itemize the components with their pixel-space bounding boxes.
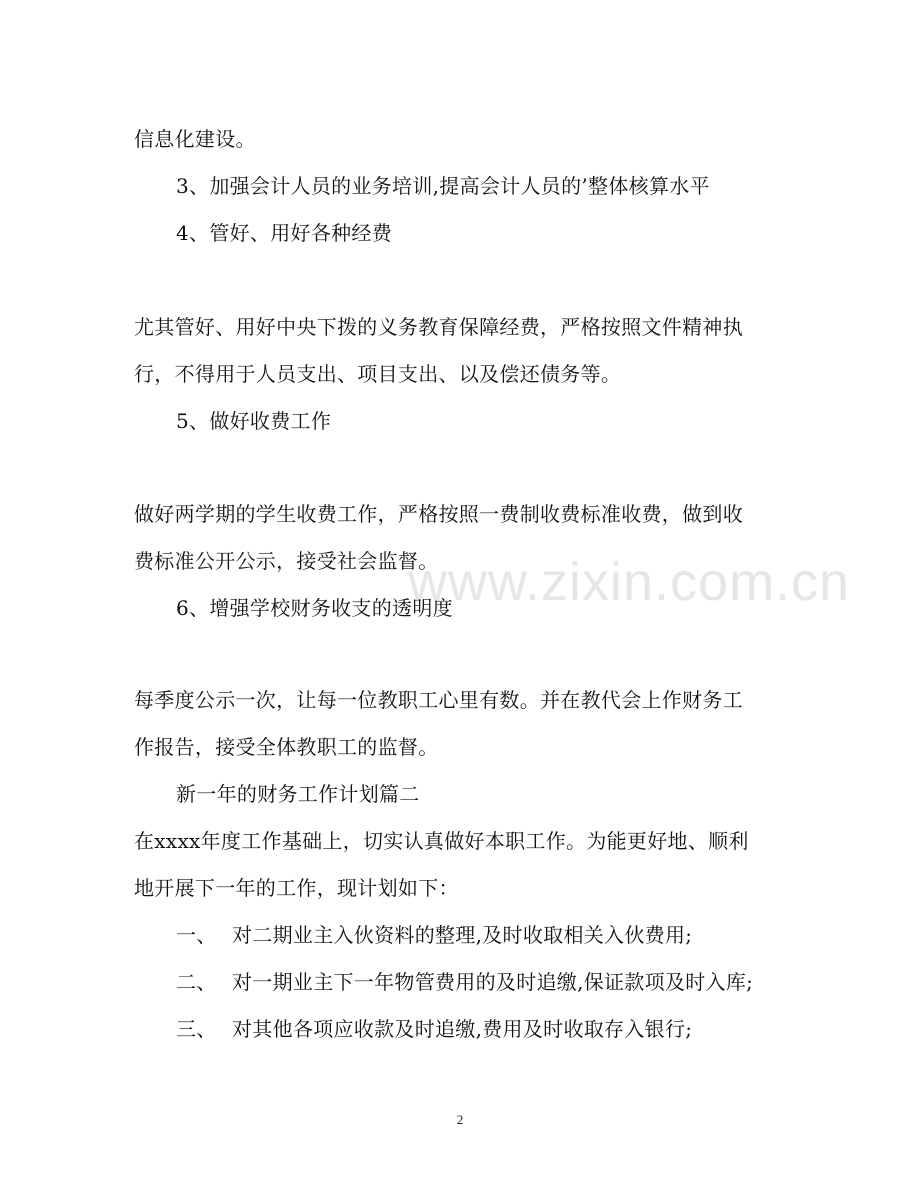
section-heading: 3、加强会计人员的业务培训,提高会计人员的’整体核算水平 [176,174,710,198]
list-item-number: 一、 [176,923,217,947]
watermark: www.zixin.com.cn [408,552,851,612]
paragraph-line: 每季度公示一次，让每一位教职工心里有数。并在教代会上作财务工 [134,688,743,712]
page-number: 2 [456,1112,464,1127]
paragraph-line: 行，不得用于人员支出、项目支出、以及偿还债务等。 [134,362,622,386]
list-item-text: 对二期业主入伙资料的整理,及时收取相关入伙费用; [232,923,693,947]
list-item-number: 三、 [176,1017,217,1041]
paragraph-line: 费标准公开公示，接受社会监督。 [134,549,439,573]
list-item-number: 二、 [176,970,217,994]
section-heading: 5、做好收费工作 [176,409,332,433]
list-item [176,1017,692,1041]
section-heading: 4、管好、用好各种经费 [176,221,393,245]
paragraph-line: 在xxxx年度工作基础上，切实认真做好本职工作。为能更好地、顺利 [134,829,749,853]
list-item-text: 对其他各项应收款及时追缴,费用及时收取存入银行; [232,1017,693,1041]
section-heading: 6、增强学校财务收支的透明度 [176,596,453,620]
list-item [176,923,692,947]
paragraph-line: 作报告，接受全体教职工的监督。 [134,735,439,759]
list-item-text: 对一期业主下一年物管费用的及时追缴,保证款项及时入库; [232,970,754,994]
paragraph-line: 尤其管好、用好中央下拨的义务教育保障经费，严格按照文件精神执 [134,315,743,339]
paragraph-line: 信息化建设。 [134,127,256,151]
paragraph-line: 地开展下一年的工作，现计划如下： [134,876,459,900]
list-item [176,970,753,994]
paragraph-line: 做好两学期的学生收费工作，严格按照一费制收费标准收费，做到收 [134,502,743,526]
article-title: 新一年的财务工作计划篇二 [176,782,420,806]
